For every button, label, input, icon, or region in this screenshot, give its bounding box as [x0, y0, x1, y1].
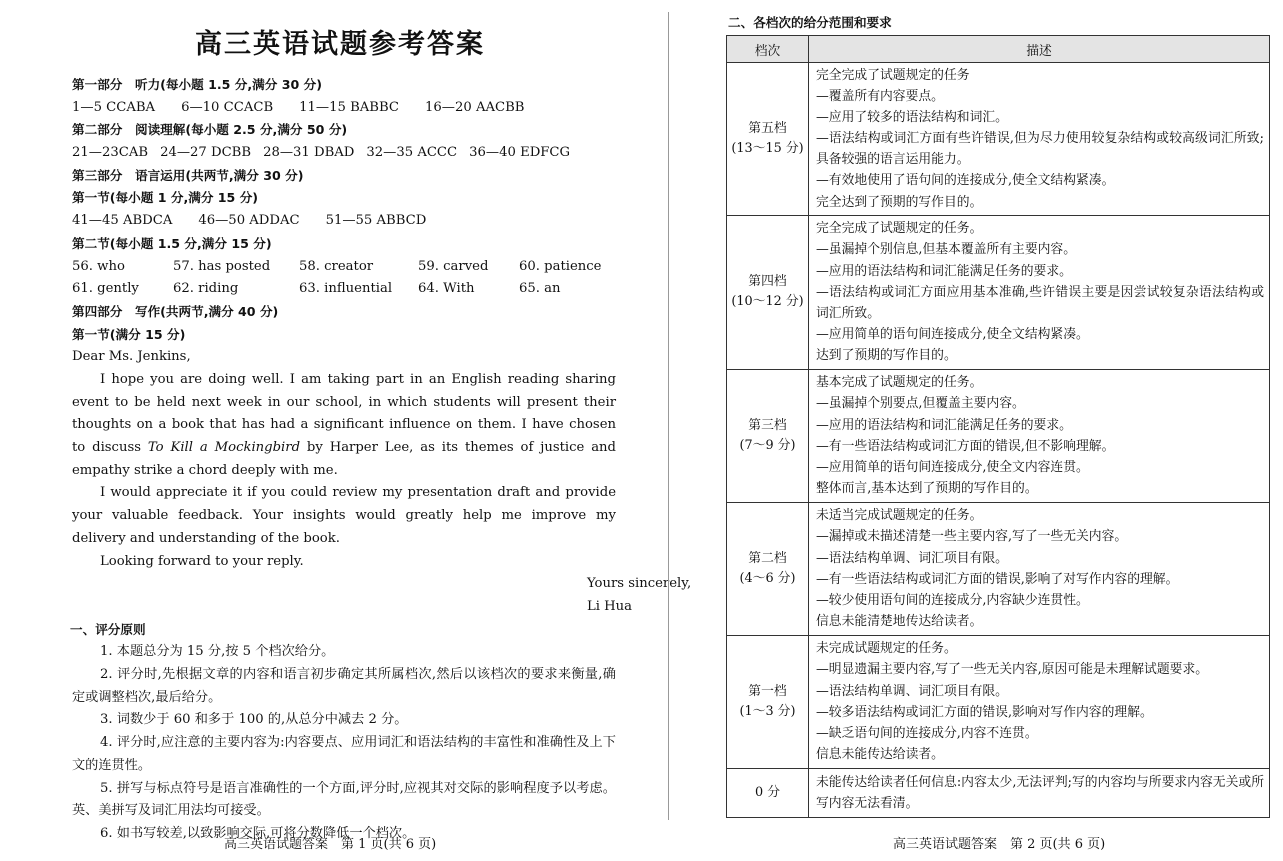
part4-section1-heading: 第一节(满分 15 分) — [72, 326, 186, 342]
letter-text: I hope you are doing well. I am taking part in an English reading sharing event to be held next week in our school, in which students will present their thoughts on a book that has had a significant influence on them. I have chosen to discuss — [72, 371, 616, 456]
fill-answer: 60. patience — [519, 258, 602, 274]
part1-heading: 第一部分 听力(每小题 1.5 分,满分 30 分) — [72, 77, 322, 92]
answer-group: 24—27 DCBB — [160, 145, 252, 161]
fill-answer: 59. carved — [418, 258, 489, 274]
principle-item: 2. 评分时,先根据文章的内容和语言初步确定其所属档次,然后以该档次的要求来衡量,确定或调整档次,最后给分。 — [72, 667, 616, 705]
answer-group: 1—5 CCABA — [72, 99, 156, 115]
answer-group: 16—20 AACBB — [425, 99, 525, 115]
answer-column — [70, 74, 692, 846]
answer-group: 28—31 DBAD — [263, 145, 355, 161]
description-line: 未能传达给读者任何信息:内容太少,无法评判;写的内容均与所要求内容无关或所写内容无法看清。 — [816, 774, 1264, 811]
letter-closing: Yours sincerely, — [587, 576, 692, 592]
principle-item: 6. 如书写较差,以致影响交际,可将分数降低一个档次。 — [100, 825, 416, 841]
answer-group: 32—35 ACCC — [366, 145, 458, 161]
part2-heading: 第二部分 阅读理解(每小题 2.5 分,满分 50 分) — [72, 122, 348, 138]
letter-paragraph-2: I would appreciate it if you could review my presentation draft and provide your valuable feedback. Your insights would greatly help me improve my delivery and understanding of the book. — [72, 485, 616, 546]
table-row — [727, 369, 1270, 502]
grade-label: 第四档 — [748, 274, 787, 290]
answer-group: 6—10 CCACB — [181, 99, 274, 115]
answer-group: 21—23CAB — [72, 145, 149, 161]
letter-paragraph-3: Looking forward to your reply. — [100, 553, 304, 569]
description-line: —虽漏掉个别信息,但基本覆盖所有主要内容。 — [816, 242, 1077, 258]
principle-item: 4. 评分时,应注意的主要内容为:内容要点、应用词汇和语法结构的丰富性和准确性及上下文的连贯性。 — [72, 735, 616, 773]
grade-label: 第一档 — [748, 683, 787, 699]
part3-section1-answers — [72, 210, 616, 233]
part3-section2-row1 — [72, 256, 616, 279]
answer-group: 51—55 ABBCD — [325, 213, 427, 229]
description-line: —明显遗漏主要内容,写了一些无关内容,原因可能是未理解试题要求。 — [816, 662, 1209, 678]
description-line: —应用的语法结构和词汇能满足任务的要求。 — [816, 263, 1072, 279]
description-cell — [809, 502, 1270, 635]
fill-answer: 63. influential — [299, 281, 393, 297]
grade-cell — [727, 635, 809, 768]
table-row — [727, 635, 1270, 768]
letter-paragraph-1 — [72, 369, 616, 483]
fill-answer: 58. creator — [299, 258, 374, 274]
grade-cell — [727, 369, 809, 502]
description-line: —应用了较多的语法结构和词汇。 — [816, 110, 1008, 126]
answer-group: 41—45 ABDCA — [72, 213, 173, 229]
principle-item: 5. 拼写与标点符号是语言准确性的一个方面,评分时,应视其对交际的影响程度予以考虑。英、美拼写及词汇用法均可接受。 — [72, 780, 616, 819]
description-line: 信息未能传达给读者。 — [816, 746, 944, 762]
description-line: —较少使用语句间的连接成分,内容缺少连贯性。 — [816, 592, 1089, 608]
fill-answer: 57. has posted — [173, 258, 271, 274]
answer-page-2 — [672, 0, 1283, 861]
description-line: —有效地使用了语句间的连接成分,使全文结构紧凑。 — [816, 173, 1115, 189]
grade-label: 第三档 — [748, 417, 787, 433]
table-row — [727, 502, 1270, 635]
grade-cell — [727, 63, 809, 216]
description-line: —有一些语法结构或词汇方面的错误,但不影响理解。 — [816, 438, 1115, 454]
description-line: 未完成试题规定的任务。 — [816, 641, 957, 657]
description-line: —应用简单的语句间连接成分,使全文内容连贯。 — [816, 459, 1089, 475]
description-line: 完全完成了试题规定的任务。 — [816, 221, 983, 237]
letter-closing-line — [72, 573, 692, 596]
grade-range: (1～3 分) — [739, 703, 796, 719]
principles-heading: 一、评分原则 — [70, 621, 146, 637]
grade-cell — [727, 502, 809, 635]
table-row — [727, 63, 1270, 216]
description-line: —漏掉或未描述清楚一些主要内容,写了一些无关内容。 — [816, 529, 1128, 545]
answer-group: 36—40 EDFCG — [469, 145, 571, 161]
description-line: 基本完成了试题规定的任务。 — [816, 375, 983, 391]
table-row — [727, 768, 1270, 817]
part4-heading: 第四部分 写作(共两节,满分 40 分) — [72, 303, 279, 319]
description-cell — [809, 635, 1270, 768]
grade-cell — [727, 768, 809, 817]
description-line: —较多语法结构或词汇方面的错误,影响对写作内容的理解。 — [816, 704, 1153, 720]
section-title: 二、各档次的给分范围和要求 — [728, 15, 892, 30]
description-line: 信息未能清楚地传达给读者。 — [816, 613, 983, 629]
description-line: 完全达到了预期的写作目的。 — [816, 194, 983, 210]
description-line: —语法结构或词汇方面应用基本准确,些许错误主要是因尝试较复杂语法结构或词汇所致。 — [816, 284, 1264, 321]
part3-heading: 第三部分 语言运用(共两节,满分 30 分) — [72, 167, 304, 183]
grading-table — [726, 35, 1270, 818]
column-header-description: 描述 — [809, 36, 1270, 63]
grade-range: (7～9 分) — [739, 437, 796, 453]
page-divider — [668, 12, 669, 820]
table-header-row — [727, 36, 1270, 63]
part3-section1-heading: 第一节(每小题 1 分,满分 15 分) — [72, 190, 259, 206]
grade-label: 第二档 — [748, 550, 787, 566]
description-line: —语法结构单调、词汇项目有限。 — [816, 550, 1008, 566]
table-row — [727, 215, 1270, 369]
description-line: —应用的语法结构和词汇能满足任务的要求。 — [816, 417, 1072, 433]
page-footer: 高三英语试题答案 第 2 页(共 6 页) — [893, 837, 1106, 852]
letter-signature: Li Hua — [587, 598, 633, 614]
page-footer: 高三英语试题答案 第 1 页(共 6 页) — [224, 837, 437, 852]
grade-range: (13～15 分) — [731, 140, 804, 156]
column-header-grade: 档次 — [727, 36, 809, 63]
principle-item: 3. 词数少于 60 和多于 100 的,从总分中减去 2 分。 — [100, 712, 408, 728]
description-line: —缺乏语句间的连接成分,内容不连贯。 — [816, 725, 1038, 741]
description-line: —有一些语法结构或词汇方面的错误,影响了对写作内容的理解。 — [816, 571, 1179, 587]
principle-item: 1. 本题总分为 15 分,按 5 个档次给分。 — [100, 644, 335, 660]
description-cell — [809, 215, 1270, 369]
fill-answer: 65. an — [519, 281, 561, 297]
description-line: —应用简单的语句间连接成分,使全文结构紧凑。 — [816, 326, 1089, 342]
fill-answer: 56. who — [72, 258, 125, 274]
page-title: 高三英语试题参考答案 — [195, 29, 485, 60]
grade-label: 0 分 — [754, 784, 780, 800]
description-line: —虽漏掉个别要点,但覆盖主要内容。 — [816, 396, 1025, 412]
letter-text: by Harper Lee, as its themes of justice and empathy strike a chord deeply with me. — [72, 440, 616, 478]
grade-range: (10～12 分) — [731, 294, 804, 310]
answer-group: 46—50 ADDAC — [198, 213, 300, 229]
description-cell — [809, 63, 1270, 216]
description-line: —语法结构单调、词汇项目有限。 — [816, 683, 1008, 699]
description-line: —覆盖所有内容要点。 — [816, 89, 944, 105]
book-title: To Kill a Mockingbird — [147, 440, 301, 456]
letter-signature-line — [72, 596, 633, 619]
part1-answers — [72, 97, 616, 120]
fill-answer: 64. With — [418, 281, 475, 297]
part3-section2-heading: 第二节(每小题 1.5 分,满分 15 分) — [72, 235, 272, 251]
part3-section2-row2 — [72, 278, 616, 301]
fill-answer: 62. riding — [173, 281, 239, 297]
description-cell — [809, 369, 1270, 502]
grade-label: 第五档 — [748, 120, 787, 136]
part2-answers — [72, 142, 616, 165]
description-line: 完全完成了试题规定的任务 — [816, 68, 970, 83]
description-line: 未适当完成试题规定的任务。 — [816, 508, 983, 524]
letter-salutation: Dear Ms. Jenkins, — [72, 349, 191, 365]
description-line: —语法结构或词汇方面有些许错误,但为尽力使用较复杂结构或较高级词汇所致;具备较强的语言运用能力。 — [816, 131, 1264, 168]
fill-answer: 61. gently — [72, 281, 139, 297]
grade-cell — [727, 215, 809, 369]
answer-group: 11—15 BABBC — [299, 99, 400, 115]
description-line: 达到了预期的写作目的。 — [816, 347, 957, 363]
grade-range: (4～6 分) — [739, 570, 796, 586]
description-cell — [809, 768, 1270, 817]
description-line: 整体而言,基本达到了预期的写作目的。 — [816, 480, 1038, 496]
